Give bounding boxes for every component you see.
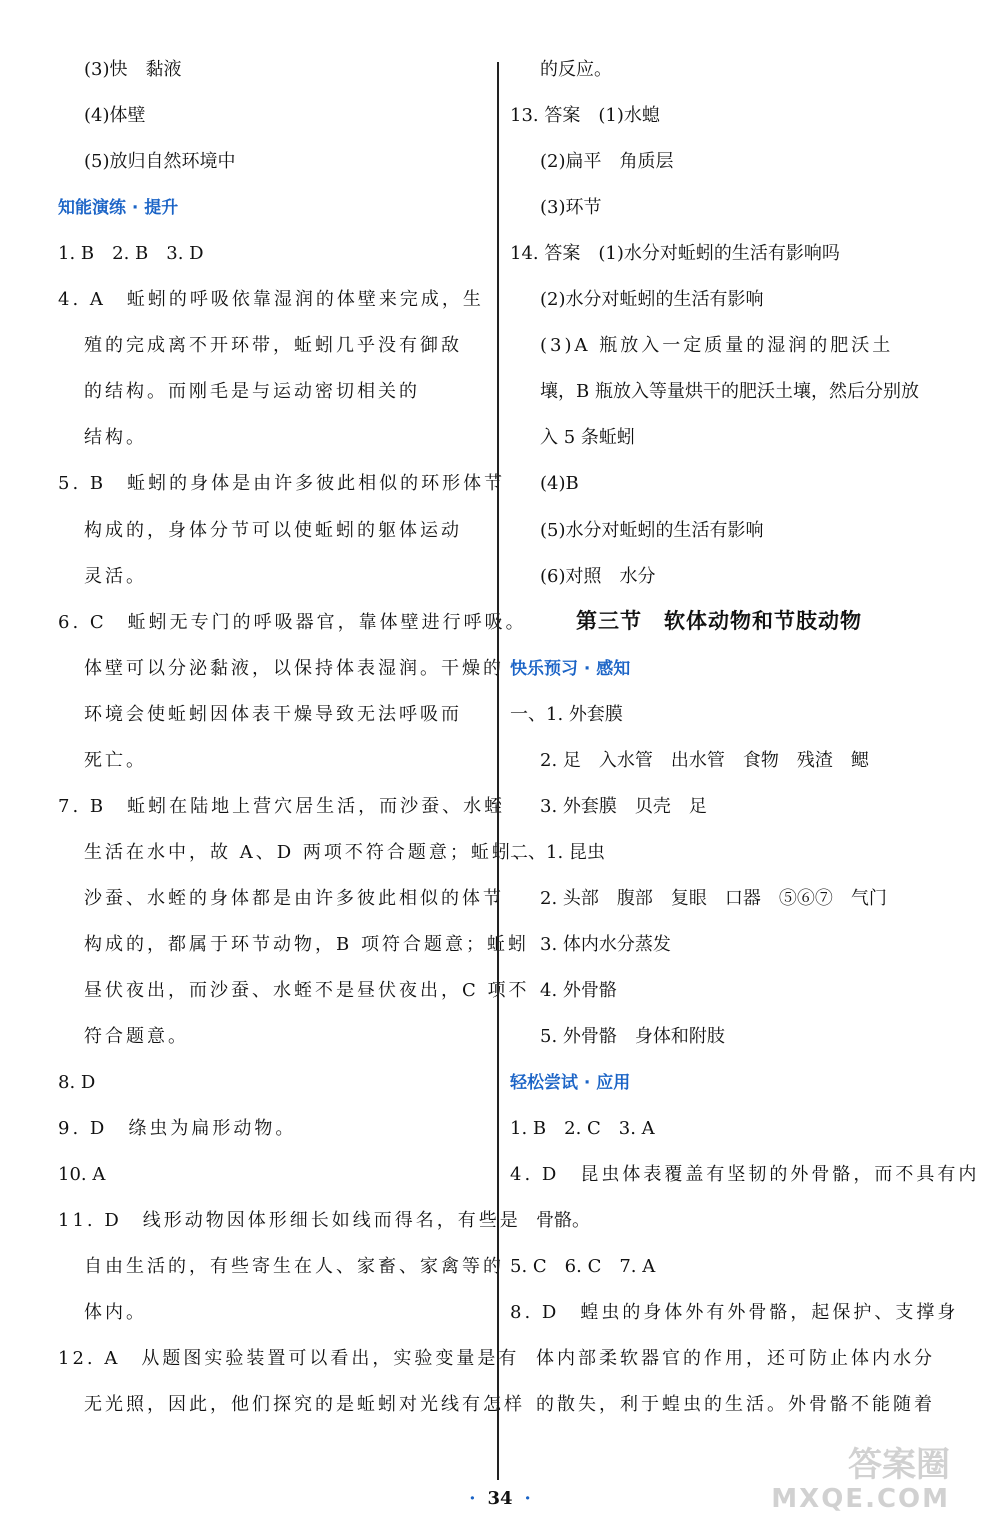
- answer-line: 8. D: [58, 1072, 96, 1094]
- answer-line: 构成的，都属于环节动物，B 项符合题意；蚯蚓: [84, 933, 529, 955]
- answer-line: 6. C 蚯蚓无专门的呼吸器官，靠体壁进行呼吸。: [58, 611, 527, 633]
- answer-line: (2)水分对蚯蚓的生活有影响: [540, 289, 764, 311]
- answer-line: 沙蚕、水蛭的身体都是由许多彼此相似的体节: [84, 887, 504, 909]
- answer-line: 体壁可以分泌黏液，以保持体表湿润。干燥的: [84, 657, 504, 679]
- answer-line: 符合题意。: [84, 1026, 189, 1048]
- watermark-logo: 答案圈 MXQE.COM: [771, 1445, 950, 1514]
- answer-line: (4)B: [540, 473, 579, 495]
- answer-line: (3)快 黏液: [84, 59, 182, 80]
- column-divider: [497, 62, 499, 1480]
- answer-line: 体内。: [84, 1302, 147, 1324]
- section-heading: 轻松尝试 · 应用: [510, 1073, 631, 1094]
- answer-line: 二、1. 昆虫: [510, 841, 605, 863]
- answer-line: 5. B 蚯蚓的身体是由许多彼此相似的环形体节: [58, 473, 506, 495]
- answer-line: 3. 体内水分蒸发: [540, 933, 671, 955]
- answer-line: 4. A 蚯蚓的呼吸依靠湿润的体壁来完成，生: [58, 289, 484, 311]
- answer-line: (5)放归自然环境中: [84, 151, 236, 173]
- chapter-title: 第三节 软体动物和节肢动物: [576, 608, 862, 633]
- answer-line: 无光照，因此，他们探究的是蚯蚓对光线有怎样: [84, 1394, 525, 1416]
- answer-line: 的结构。而刚毛是与运动密切相关的: [84, 381, 420, 403]
- answer-line: 的散失，利于蝗虫的生活。外骨骼不能随着: [536, 1394, 935, 1416]
- answer-line: 结构。: [84, 427, 147, 449]
- answer-line: 环境会使蚯蚓因体表干燥导致无法呼吸而: [84, 703, 462, 725]
- answer-line: 入 5 条蚯蚓: [540, 427, 635, 449]
- answer-line: 3. 外套膜 贝壳 足: [540, 795, 707, 817]
- answer-line: 1. B 2. C 3. A: [510, 1118, 655, 1140]
- answer-line: 5. 外骨骼 身体和附肢: [540, 1026, 725, 1048]
- answer-line: 壤，B 瓶放入等量烘干的肥沃土壤，然后分别放: [540, 381, 919, 403]
- answer-line: 死亡。: [84, 749, 147, 771]
- answer-line: 12. A 从题图实验装置可以看出，实验变量是有: [58, 1348, 520, 1370]
- answer-line: (5)水分对蚯蚓的生活有影响: [540, 519, 764, 541]
- answer-line: 10. A: [58, 1164, 106, 1186]
- answer-line: 昼伏夜出，而沙蚕、水蛭不是昼伏夜出，C 项不: [84, 980, 530, 1001]
- answer-line: 骨骼。: [536, 1210, 590, 1232]
- answer-line: 生活在水中，故 A、D 两项不符合题意；蚯蚓、: [84, 841, 534, 863]
- answer-line: 2. 足 入水管 出水管 食物 残渣 鳃: [540, 749, 869, 771]
- answer-line: 5. C 6. C 7. A: [510, 1256, 656, 1278]
- answer-line: 灵活。: [84, 565, 147, 587]
- answer-line: 8. D 蝗虫的身体外有外骨骼，起保护、支撑身: [510, 1302, 959, 1324]
- answer-line: 自由生活的，有些寄生在人、家畜、家禽等的: [84, 1256, 504, 1278]
- answer-line: 一、1. 外套膜: [510, 703, 623, 725]
- answer-line: 4. 外骨骼: [540, 980, 617, 1001]
- section-heading: 知能演练 · 提升: [58, 198, 179, 219]
- answer-line: (4)体壁: [84, 105, 146, 127]
- answer-line: 构成的，身体分节可以使蚯蚓的躯体运动: [84, 519, 462, 541]
- answer-line: 4. D 昆虫体表覆盖有坚韧的外骨骼，而不具有内: [510, 1164, 980, 1186]
- answer-line: 殖的完成离不开环带，蚯蚓几乎没有御敌: [84, 335, 462, 357]
- answer-line: (3)环节: [540, 197, 602, 219]
- answer-line: 11. D 线形动物因体形细长如线而得名，有些是: [58, 1210, 521, 1232]
- answer-line: (2)扁平 角质层: [540, 151, 674, 173]
- page-number: · 34 ·: [469, 1488, 531, 1509]
- answer-line: 13. 答案 (1)水螅: [510, 105, 660, 127]
- answer-line: 7. B 蚯蚓在陆地上营穴居生活，而沙蚕、水蛭: [58, 795, 506, 817]
- answer-line: 9. D 绦虫为扁形动物。: [58, 1118, 297, 1140]
- answer-line: (3)A 瓶放入一定质量的湿润的肥沃土: [540, 335, 894, 357]
- answer-line: 的反应。: [540, 59, 612, 80]
- answer-line: 2. 头部 腹部 复眼 口器 ⑤⑥⑦ 气门: [540, 887, 887, 909]
- answer-line: (6)对照 水分: [540, 565, 656, 587]
- answer-line: 14. 答案 (1)水分对蚯蚓的生活有影响吗: [510, 243, 840, 265]
- answer-line: 体内部柔软器官的作用，还可防止体内水分: [536, 1348, 935, 1370]
- answer-line: 1. B 2. B 3. D: [58, 243, 204, 265]
- section-heading: 快乐预习 · 感知: [510, 658, 631, 679]
